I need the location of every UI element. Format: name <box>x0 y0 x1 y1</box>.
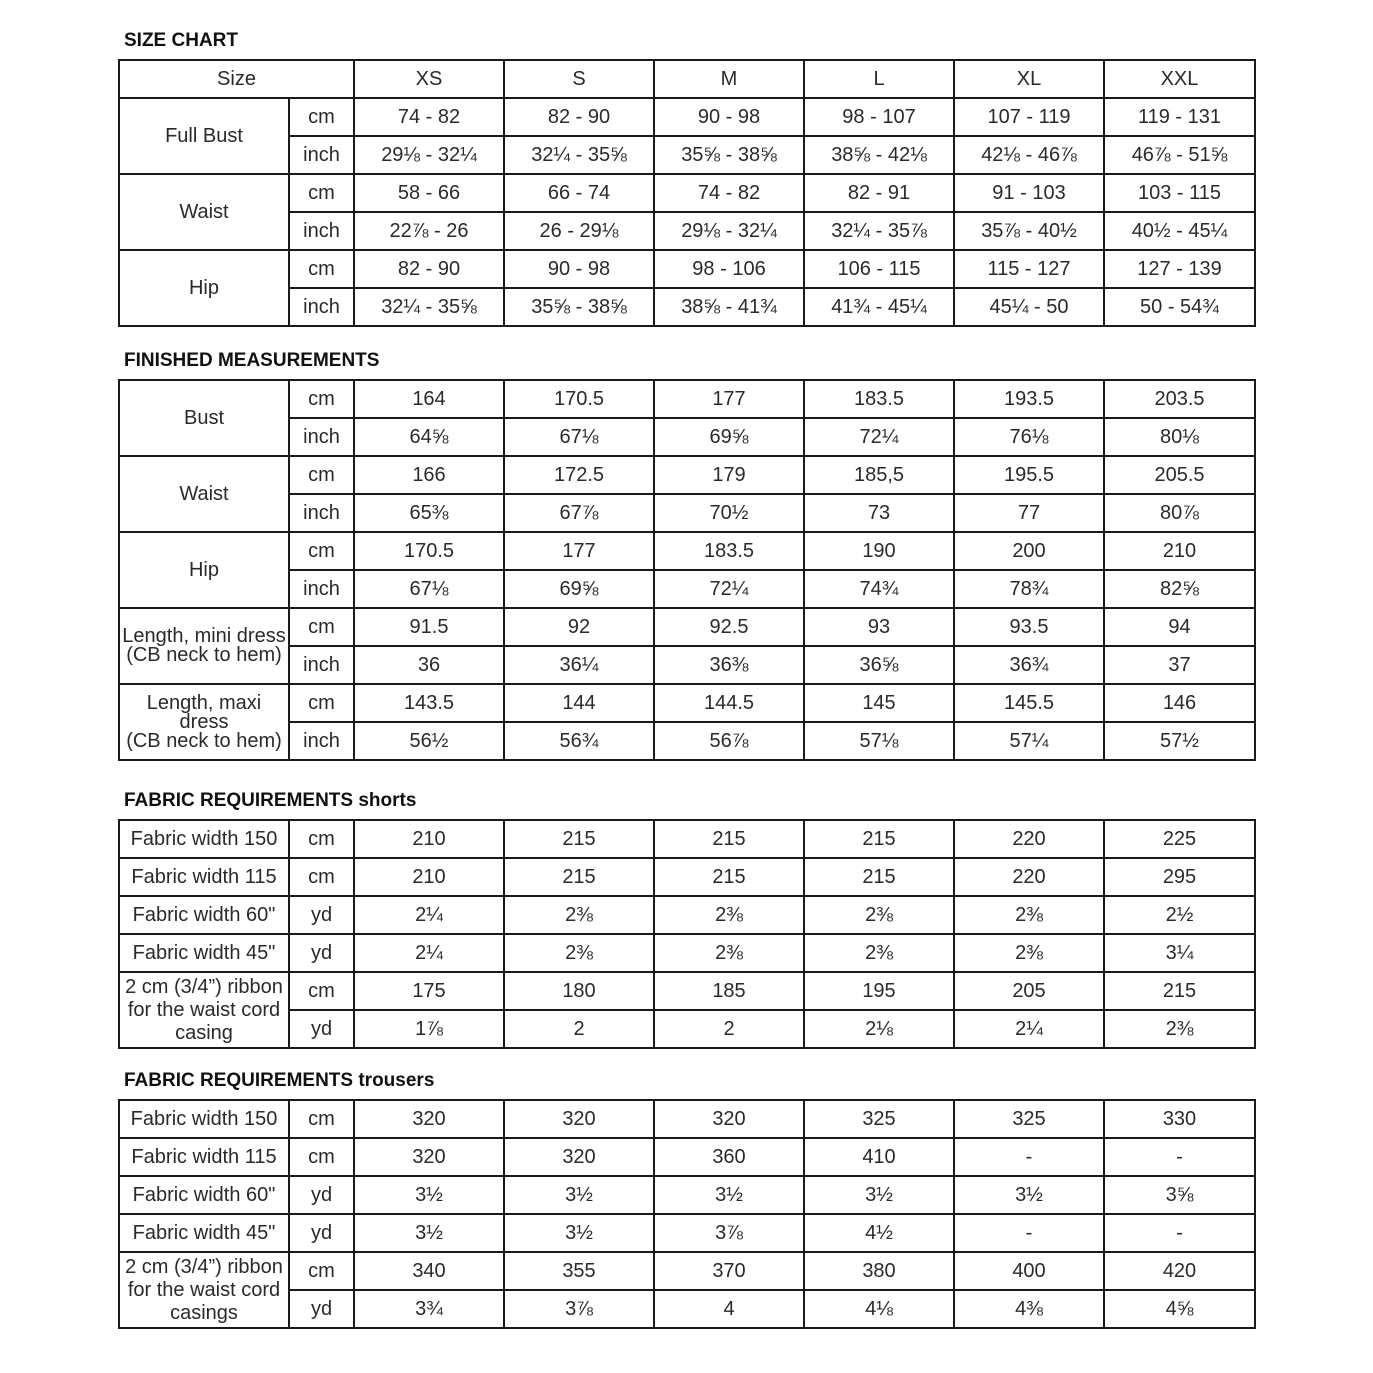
size-value-cell-m: 90 - 98 <box>654 98 804 136</box>
size-value-cell-xl: 77 <box>954 494 1104 532</box>
size-value-cell-xxl: 225 <box>1104 820 1255 858</box>
ribbon-label <box>119 1252 289 1328</box>
size-value-cell-m: 74 - 82 <box>654 174 804 212</box>
measurement-label-note: (CB neck to hem) <box>126 729 282 752</box>
unit-label: cm <box>289 98 354 136</box>
unit-label: inch <box>289 136 354 174</box>
measurement-label-note: (CB neck to hem) <box>126 644 282 666</box>
size-value-cell-l: 2⅜ <box>804 896 954 934</box>
unit-label: yd <box>289 1010 354 1048</box>
fabric-width-label: Fabric width 45" <box>119 934 289 972</box>
table-row <box>119 570 1255 608</box>
size-value-cell-xs: 340 <box>354 1252 504 1290</box>
size-value-cell-s: 69⅝ <box>504 570 654 608</box>
table-row <box>119 250 1255 288</box>
size-value-cell-m: 3⅞ <box>654 1214 804 1252</box>
size-value-cell-xs: 58 - 66 <box>354 174 504 212</box>
size-value-cell-s: 92 <box>504 608 654 646</box>
unit-label: cm <box>289 1138 354 1176</box>
size-value-cell-xxl: 80⅛ <box>1104 418 1255 456</box>
size-value-cell-m: 38⅝ - 41¾ <box>654 288 804 326</box>
size-value-cell-xs: 32¼ - 35⅝ <box>354 288 504 326</box>
size-value-cell-s: 32¼ - 35⅝ <box>504 136 654 174</box>
size-value-cell-xl: - <box>954 1138 1104 1176</box>
size-value-cell-s: 177 <box>504 532 654 570</box>
size-value-cell-m: 56⅞ <box>654 722 804 760</box>
size-value-cell-xxl: 37 <box>1104 646 1255 684</box>
table-row <box>119 456 1255 494</box>
size-value-cell-xxl: 119 - 131 <box>1104 98 1255 136</box>
size-value-cell-s: 3⅞ <box>504 1290 654 1328</box>
unit-label: cm <box>289 858 354 896</box>
size-value-cell-xxl: 80⅞ <box>1104 494 1255 532</box>
finished-measurements-table <box>118 379 1256 761</box>
size-value-cell-xxl: 3¼ <box>1104 934 1255 972</box>
size-value-cell-l: 4⅛ <box>804 1290 954 1328</box>
size-value-cell-m: 2⅜ <box>654 896 804 934</box>
size-value-cell-xl: 78¾ <box>954 570 1104 608</box>
size-header-xxl: XXL <box>1104 60 1255 98</box>
size-value-cell-s: 215 <box>504 820 654 858</box>
size-value-cell-s: 90 - 98 <box>504 250 654 288</box>
size-value-cell-xs: 2¼ <box>354 934 504 972</box>
size-value-cell-l: 2⅛ <box>804 1010 954 1048</box>
size-value-cell-xs: 1⅞ <box>354 1010 504 1048</box>
size-value-cell-l: 57⅛ <box>804 722 954 760</box>
unit-label: inch <box>289 570 354 608</box>
size-value-cell-l: 73 <box>804 494 954 532</box>
size-value-cell-xxl: 215 <box>1104 972 1255 1010</box>
size-value-cell-xxl: 82⅝ <box>1104 570 1255 608</box>
size-value-cell-xxl: - <box>1104 1214 1255 1252</box>
size-value-cell-xxl: 2½ <box>1104 896 1255 934</box>
size-header-s: S <box>504 60 654 98</box>
table-row <box>119 896 1255 934</box>
size-value-cell-xl: 145.5 <box>954 684 1104 722</box>
unit-label: inch <box>289 722 354 760</box>
fabric-trousers-table <box>118 1099 1256 1329</box>
size-value-cell-l: 106 - 115 <box>804 250 954 288</box>
size-value-cell-l: 190 <box>804 532 954 570</box>
size-value-cell-xs: 164 <box>354 380 504 418</box>
fabric-width-label: Fabric width 60" <box>119 1176 289 1214</box>
size-value-cell-xxl: 127 - 139 <box>1104 250 1255 288</box>
table-row <box>119 722 1255 760</box>
size-value-cell-s: 320 <box>504 1138 654 1176</box>
unit-label: yd <box>289 1290 354 1328</box>
size-chart-title: SIZE CHART <box>124 30 238 51</box>
size-value-cell-s: 2 <box>504 1010 654 1048</box>
size-value-cell-m: 177 <box>654 380 804 418</box>
size-value-cell-m: 320 <box>654 1100 804 1138</box>
table-row <box>119 646 1255 684</box>
ribbon-label <box>119 972 289 1048</box>
unit-label: inch <box>289 212 354 250</box>
size-value-cell-m: 3½ <box>654 1176 804 1214</box>
unit-label: cm <box>289 174 354 212</box>
size-value-cell-xl: 36¾ <box>954 646 1104 684</box>
unit-label: cm <box>289 1100 354 1138</box>
size-value-cell-l: 2⅜ <box>804 934 954 972</box>
measurement-label: Waist <box>119 174 289 250</box>
size-value-cell-l: 32¼ - 35⅞ <box>804 212 954 250</box>
table-row <box>119 608 1255 646</box>
size-header-row <box>119 60 1255 98</box>
unit-label: cm <box>289 456 354 494</box>
size-value-cell-xl: 205 <box>954 972 1104 1010</box>
size-value-cell-xxl: 420 <box>1104 1252 1255 1290</box>
size-value-cell-xxl: 295 <box>1104 858 1255 896</box>
table-row <box>119 684 1255 722</box>
table-row <box>119 212 1255 250</box>
measurement-label: Bust <box>119 380 289 456</box>
fabric-shorts-title-suffix: shorts <box>358 790 417 811</box>
size-value-cell-s: 3½ <box>504 1176 654 1214</box>
size-value-cell-xl: 3½ <box>954 1176 1104 1214</box>
unit-label: yd <box>289 934 354 972</box>
size-value-cell-s: 180 <box>504 972 654 1010</box>
size-value-cell-xl: 220 <box>954 820 1104 858</box>
size-value-cell-xl: - <box>954 1214 1104 1252</box>
unit-label: inch <box>289 418 354 456</box>
size-value-cell-xs: 29⅛ - 32¼ <box>354 136 504 174</box>
size-value-cell-s: 3½ <box>504 1214 654 1252</box>
size-value-cell-l: 195 <box>804 972 954 1010</box>
size-value-cell-s: 66 - 74 <box>504 174 654 212</box>
size-value-cell-l: 41¾ - 45¼ <box>804 288 954 326</box>
ribbon-label-line: for the waist cord <box>127 1278 281 1301</box>
measurement-label: Waist <box>119 456 289 532</box>
size-value-cell-l: 38⅝ - 42⅛ <box>804 136 954 174</box>
table-row <box>119 1100 1255 1138</box>
size-value-cell-l: 215 <box>804 820 954 858</box>
table-row <box>119 136 1255 174</box>
measurement-label: Hip <box>119 250 289 326</box>
size-value-cell-m: 179 <box>654 456 804 494</box>
unit-label: inch <box>289 494 354 532</box>
fabric-trousers-title <box>124 1069 434 1093</box>
table-row <box>119 288 1255 326</box>
size-value-cell-l: 325 <box>804 1100 954 1138</box>
unit-label: cm <box>289 250 354 288</box>
measurement-label: Hip <box>119 532 289 608</box>
table-row <box>119 934 1255 972</box>
size-value-cell-xxl: 203.5 <box>1104 380 1255 418</box>
size-value-cell-l: 215 <box>804 858 954 896</box>
size-value-cell-xs: 2¼ <box>354 896 504 934</box>
size-value-cell-xl: 91 - 103 <box>954 174 1104 212</box>
size-value-cell-xxl: 4⅝ <box>1104 1290 1255 1328</box>
unit-label: yd <box>289 1214 354 1252</box>
size-value-cell-xxl: 330 <box>1104 1100 1255 1138</box>
size-value-cell-xxl: - <box>1104 1138 1255 1176</box>
size-value-cell-s: 56¾ <box>504 722 654 760</box>
fabric-width-label: Fabric width 115 <box>119 1138 289 1176</box>
size-value-cell-m: 183.5 <box>654 532 804 570</box>
size-value-cell-xl: 57¼ <box>954 722 1104 760</box>
size-value-cell-xxl: 103 - 115 <box>1104 174 1255 212</box>
size-value-cell-xxl: 210 <box>1104 532 1255 570</box>
size-value-cell-xxl: 50 - 54¾ <box>1104 288 1255 326</box>
fabric-width-label: Fabric width 115 <box>119 858 289 896</box>
size-value-cell-xs: 64⅝ <box>354 418 504 456</box>
fabric-shorts-title <box>124 789 416 813</box>
table-row <box>119 494 1255 532</box>
unit-label: yd <box>289 1176 354 1214</box>
table-row <box>119 1138 1255 1176</box>
size-value-cell-m: 360 <box>654 1138 804 1176</box>
ribbon-label-line: casing <box>175 1021 233 1044</box>
size-value-cell-xxl: 146 <box>1104 684 1255 722</box>
size-value-cell-xl: 325 <box>954 1100 1104 1138</box>
size-value-cell-xs: 22⅞ - 26 <box>354 212 504 250</box>
size-value-cell-xs: 3¾ <box>354 1290 504 1328</box>
size-value-cell-l: 93 <box>804 608 954 646</box>
size-value-cell-m: 370 <box>654 1252 804 1290</box>
size-header-xs: XS <box>354 60 504 98</box>
size-value-cell-xs: 3½ <box>354 1176 504 1214</box>
size-value-cell-l: 380 <box>804 1252 954 1290</box>
size-value-cell-xl: 45¼ - 50 <box>954 288 1104 326</box>
size-value-cell-xl: 4⅜ <box>954 1290 1104 1328</box>
size-value-cell-xl: 400 <box>954 1252 1104 1290</box>
size-value-cell-xs: 320 <box>354 1138 504 1176</box>
fabric-trousers-title-main: FABRIC REQUIREMENTS <box>124 1070 354 1091</box>
fabric-shorts-title-main: FABRIC REQUIREMENTS <box>124 790 354 811</box>
measurement-label-line: Length, mini dress <box>122 625 286 647</box>
unit-label: yd <box>289 896 354 934</box>
size-value-cell-s: 355 <box>504 1252 654 1290</box>
size-value-cell-l: 3½ <box>804 1176 954 1214</box>
table-row <box>119 1010 1255 1048</box>
unit-label: cm <box>289 608 354 646</box>
size-value-cell-xl: 42⅛ - 46⅞ <box>954 136 1104 174</box>
size-value-cell-xl: 220 <box>954 858 1104 896</box>
ribbon-label-line: casings <box>170 1301 238 1324</box>
unit-label: inch <box>289 288 354 326</box>
size-value-cell-xs: 91.5 <box>354 608 504 646</box>
ribbon-label-line: 2 cm (3/4”) ribbon <box>125 1255 283 1278</box>
size-value-cell-xs: 56½ <box>354 722 504 760</box>
size-value-cell-xl: 107 - 119 <box>954 98 1104 136</box>
size-value-cell-s: 36¼ <box>504 646 654 684</box>
unit-label: inch <box>289 646 354 684</box>
size-value-cell-l: 82 - 91 <box>804 174 954 212</box>
size-value-cell-xs: 210 <box>354 858 504 896</box>
size-value-cell-l: 4½ <box>804 1214 954 1252</box>
table-row <box>119 858 1255 896</box>
size-value-cell-xl: 2⅜ <box>954 934 1104 972</box>
size-value-cell-s: 35⅝ - 38⅝ <box>504 288 654 326</box>
size-value-cell-m: 215 <box>654 858 804 896</box>
unit-label: cm <box>289 684 354 722</box>
table-row <box>119 380 1255 418</box>
size-value-cell-xs: 210 <box>354 820 504 858</box>
size-header-label: Size <box>119 60 354 98</box>
size-value-cell-l: 36⅝ <box>804 646 954 684</box>
size-value-cell-xs: 175 <box>354 972 504 1010</box>
size-value-cell-m: 2 <box>654 1010 804 1048</box>
table-row <box>119 1176 1255 1214</box>
size-value-cell-s: 67⅛ <box>504 418 654 456</box>
table-row <box>119 820 1255 858</box>
size-value-cell-xxl: 205.5 <box>1104 456 1255 494</box>
table-row <box>119 532 1255 570</box>
size-value-cell-s: 2⅜ <box>504 934 654 972</box>
table-row <box>119 1214 1255 1252</box>
size-value-cell-m: 4 <box>654 1290 804 1328</box>
unit-label: cm <box>289 972 354 1010</box>
ribbon-label-line: 2 cm (3/4”) ribbon <box>125 975 283 998</box>
size-value-cell-xxl: 3⅝ <box>1104 1176 1255 1214</box>
size-value-cell-xl: 195.5 <box>954 456 1104 494</box>
size-value-cell-xs: 170.5 <box>354 532 504 570</box>
size-value-cell-m: 185 <box>654 972 804 1010</box>
size-value-cell-s: 2⅜ <box>504 896 654 934</box>
finished-measurements-title: FINISHED MEASUREMENTS <box>124 350 380 371</box>
size-value-cell-xs: 320 <box>354 1100 504 1138</box>
size-header-m: M <box>654 60 804 98</box>
measurement-label <box>119 608 289 684</box>
size-value-cell-s: 320 <box>504 1100 654 1138</box>
fabric-width-label: Fabric width 150 <box>119 820 289 858</box>
size-value-cell-s: 67⅞ <box>504 494 654 532</box>
fabric-width-label: Fabric width 60" <box>119 896 289 934</box>
table-row <box>119 98 1255 136</box>
size-value-cell-xs: 3½ <box>354 1214 504 1252</box>
size-value-cell-xxl: 2⅜ <box>1104 1010 1255 1048</box>
size-value-cell-xs: 65⅜ <box>354 494 504 532</box>
fabric-trousers-title-suffix: trousers <box>358 1070 435 1091</box>
table-row <box>119 1252 1255 1290</box>
size-value-cell-xl: 35⅞ - 40½ <box>954 212 1104 250</box>
size-value-cell-l: 410 <box>804 1138 954 1176</box>
size-value-cell-s: 144 <box>504 684 654 722</box>
ribbon-label-line: for the waist cord <box>127 998 281 1021</box>
size-value-cell-xs: 82 - 90 <box>354 250 504 288</box>
size-value-cell-xl: 76⅛ <box>954 418 1104 456</box>
size-value-cell-m: 72¼ <box>654 570 804 608</box>
size-value-cell-xl: 2¼ <box>954 1010 1104 1048</box>
size-value-cell-l: 145 <box>804 684 954 722</box>
size-value-cell-xs: 36 <box>354 646 504 684</box>
size-value-cell-xl: 2⅜ <box>954 896 1104 934</box>
fabric-width-label: Fabric width 150 <box>119 1100 289 1138</box>
size-value-cell-m: 215 <box>654 820 804 858</box>
fabric-width-label: Fabric width 45" <box>119 1214 289 1252</box>
size-value-cell-m: 2⅜ <box>654 934 804 972</box>
measurement-label-line: Length, maxi dress <box>146 691 262 733</box>
measurement-label <box>119 684 289 760</box>
size-value-cell-xxl: 40½ - 45¼ <box>1104 212 1255 250</box>
size-value-cell-xl: 115 - 127 <box>954 250 1104 288</box>
size-value-cell-s: 26 - 29⅛ <box>504 212 654 250</box>
size-value-cell-m: 144.5 <box>654 684 804 722</box>
size-value-cell-l: 185,5 <box>804 456 954 494</box>
size-header-xl: XL <box>954 60 1104 98</box>
size-value-cell-xs: 143.5 <box>354 684 504 722</box>
size-value-cell-l: 98 - 107 <box>804 98 954 136</box>
unit-label: cm <box>289 380 354 418</box>
table-row <box>119 972 1255 1010</box>
unit-label: cm <box>289 1252 354 1290</box>
fabric-shorts-table <box>118 819 1256 1049</box>
size-value-cell-m: 98 - 106 <box>654 250 804 288</box>
size-value-cell-xs: 166 <box>354 456 504 494</box>
size-value-cell-m: 36⅜ <box>654 646 804 684</box>
size-value-cell-xl: 93.5 <box>954 608 1104 646</box>
size-value-cell-xl: 193.5 <box>954 380 1104 418</box>
size-value-cell-m: 92.5 <box>654 608 804 646</box>
size-value-cell-l: 183.5 <box>804 380 954 418</box>
table-row <box>119 418 1255 456</box>
size-value-cell-xxl: 57½ <box>1104 722 1255 760</box>
size-value-cell-m: 35⅝ - 38⅝ <box>654 136 804 174</box>
size-chart-table <box>118 59 1256 327</box>
size-value-cell-xs: 74 - 82 <box>354 98 504 136</box>
size-value-cell-xl: 200 <box>954 532 1104 570</box>
size-value-cell-s: 172.5 <box>504 456 654 494</box>
table-row <box>119 1290 1255 1328</box>
size-value-cell-s: 82 - 90 <box>504 98 654 136</box>
size-value-cell-m: 70½ <box>654 494 804 532</box>
size-value-cell-s: 215 <box>504 858 654 896</box>
size-value-cell-m: 29⅛ - 32¼ <box>654 212 804 250</box>
size-header-l: L <box>804 60 954 98</box>
size-value-cell-s: 170.5 <box>504 380 654 418</box>
unit-label: cm <box>289 820 354 858</box>
table-row <box>119 174 1255 212</box>
size-value-cell-l: 72¼ <box>804 418 954 456</box>
unit-label: cm <box>289 532 354 570</box>
measurement-label: Full Bust <box>119 98 289 174</box>
size-value-cell-xxl: 94 <box>1104 608 1255 646</box>
size-value-cell-l: 74¾ <box>804 570 954 608</box>
size-value-cell-m: 69⅝ <box>654 418 804 456</box>
size-value-cell-xxl: 46⅞ - 51⅝ <box>1104 136 1255 174</box>
size-value-cell-xs: 67⅛ <box>354 570 504 608</box>
